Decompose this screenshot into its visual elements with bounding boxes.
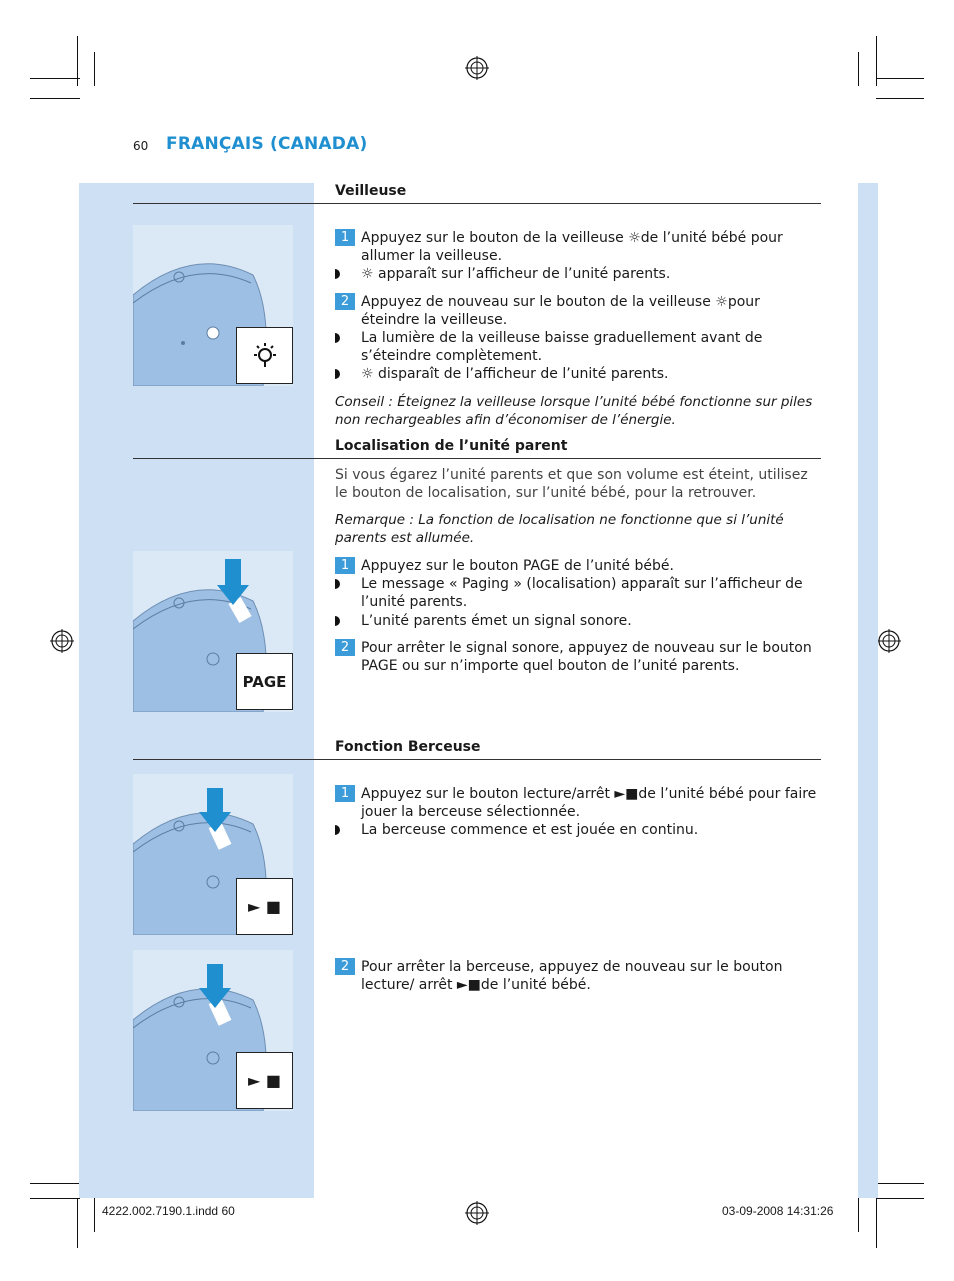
bullet-text: ☼ apparaît sur l’afficheur de l’unité parents. [361,266,671,282]
crop-mark [876,1198,877,1248]
section-rule [133,203,821,204]
bullet-item [335,612,820,630]
nightlight-callout [236,327,293,384]
bullet-marker [335,616,340,626]
step-text: Appuyez sur le bouton de la veilleuse ☼de l’unité bébé pour allumer la veilleuse. [361,230,783,264]
section-title-localisation: Localisation de l’unité parent [335,438,568,454]
crop-mark [94,52,95,86]
step-2 [335,958,820,994]
baby-unit-illustration-play [133,774,293,935]
bullet-text: ☼ disparaît de l’afficheur de l’unité parents. [361,366,669,382]
baby-unit-illustration-nightlight [133,225,293,386]
bullet-item [335,365,820,383]
footer-date: 03-09-2008 14:31:26 [722,1204,834,1218]
step-1 [335,785,820,821]
section-title-veilleuse: Veilleuse [335,183,407,199]
crop-mark [876,1183,924,1184]
nightlight-icon [250,341,280,371]
section-title-berceuse: Fonction Berceuse [335,739,481,755]
tip-text: Conseil : Éteignez la veilleuse lorsque l’unité bébé fonctionne sur piles non rechargeables afin d’économiser de l’énergie. [335,394,813,428]
crop-mark [876,98,924,99]
bullet-item [335,821,820,839]
step-text: Appuyez sur le bouton PAGE de l’unité bébé. [361,558,674,574]
step-number-badge: 1 [335,557,355,574]
step-text: Pour arrêter la berceuse, appuyez de nouveau sur le bouton lecture/ arrêt ►■de l’unité bébé. [361,959,783,993]
step-text: Appuyez de nouveau sur le bouton de la veilleuse ☼pour éteindre la veilleuse. [361,294,760,328]
crop-mark [876,36,877,86]
page-title: FRANÇAIS (CANADA) [166,134,368,154]
step-number-badge: 1 [335,785,355,802]
step-number-badge: 2 [335,639,355,656]
play-stop-icon: ► ■ [236,878,293,935]
bullet-item [335,265,820,283]
bullet-item [335,329,820,365]
bullet-item [335,575,820,611]
section-rule [133,759,821,760]
step-text: Appuyez sur le bouton lecture/arrêt ►■de l’unité bébé pour faire jouer la berceuse sélectionnée. [361,786,817,820]
bullet-marker [335,579,340,589]
registration-mark-icon [877,629,901,653]
bullet-marker [335,333,340,343]
step-1 [335,557,820,575]
right-edge-strip [858,183,878,1198]
crop-mark [77,1198,78,1248]
bullet-marker [335,825,340,835]
footer-file: 4222.002.7190.1.indd 60 [102,1204,235,1218]
bullet-text: La berceuse commence et est jouée en continu. [361,822,699,838]
registration-mark-icon [465,1201,489,1225]
crop-mark [858,1198,859,1232]
registration-mark-icon [465,56,489,80]
crop-mark [77,36,78,86]
crop-mark [30,1198,80,1199]
baby-unit-illustration-stop [133,950,293,1111]
baby-unit-illustration-page [133,551,293,712]
step-number-badge: 1 [335,229,355,246]
play-stop-icon: ► ■ [236,1052,293,1109]
crop-mark [876,1198,924,1199]
registration-mark-icon [50,629,74,653]
step-2 [335,293,820,329]
step-number-badge: 2 [335,293,355,310]
section-rule [133,458,821,459]
intro-text: Si vous égarez l’unité parents et que son volume est éteint, utilisez le bouton de localisation, sur l’unité bébé, pour la retrouver. [335,467,808,501]
crop-mark [30,98,80,99]
bullet-marker [335,369,340,379]
bullet-text: La lumière de la veilleuse baisse graduellement avant de s’éteindre complètement. [361,330,763,364]
crop-mark [30,1183,80,1184]
note-text: Remarque : La fonction de localisation ne fonctionne que si l’unité parents est allumée. [335,512,784,546]
step-number-badge: 2 [335,958,355,975]
bullet-text: Le message « Paging » (localisation) apparaît sur l’afficheur de l’unité parents. [361,576,803,610]
step-text: Pour arrêter le signal sonore, appuyez de nouveau sur le bouton PAGE ou sur n’importe quel bouton de l’unité parents. [361,640,812,674]
step-2 [335,639,820,675]
crop-mark [30,78,80,79]
crop-mark [94,1198,95,1232]
bullet-marker [335,269,340,279]
page-number: 60 [133,139,149,153]
step-1 [335,229,820,265]
bullet-text: L’unité parents émet un signal sonore. [361,613,632,629]
crop-mark [858,52,859,86]
page-callout: PAGE [236,653,293,710]
crop-mark [876,78,924,79]
